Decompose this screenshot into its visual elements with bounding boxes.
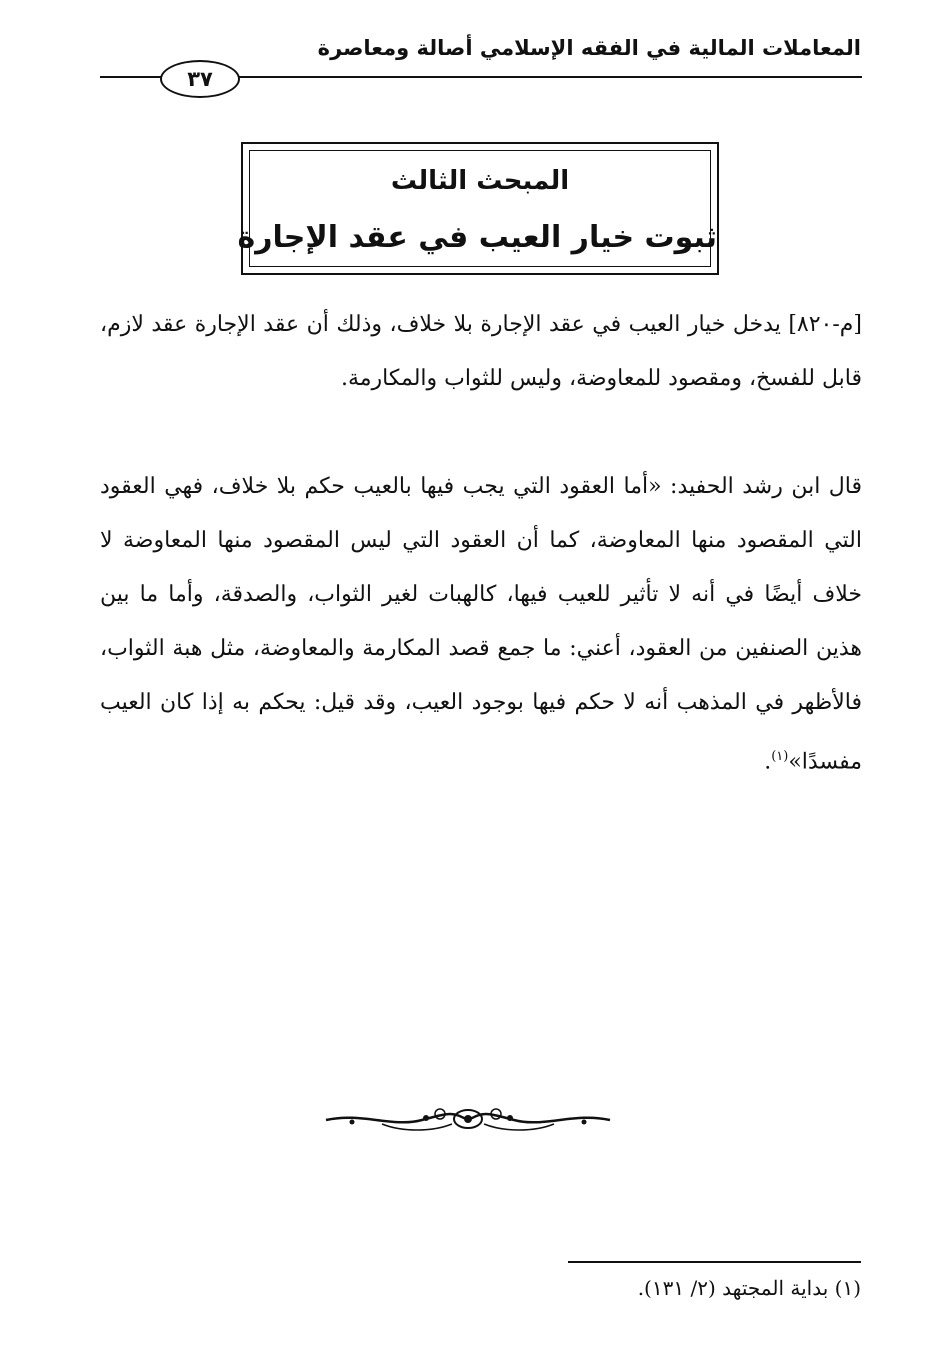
paragraph-2-end: .: [764, 749, 772, 775]
paragraph-2: [100, 460, 862, 789]
running-header-title: المعاملات المالية في الفقه الإسلامي أصالة ومعاصرة: [317, 36, 861, 60]
footnote: (١) بداية المجتهد (٢/ ١٣١).: [637, 1276, 861, 1300]
section-heading-frame: [237, 142, 719, 275]
section-heading-subtitle: ثبوت خيار العيب في عقد الإجارة: [237, 220, 717, 255]
paragraph-2-text: قال ابن رشد الحفيد: «أما العقود التي يجب فيها بالعيب حكم بلا خلاف، فهي العقود التي المقصود منها المعاوضة، كما أن العقود التي ليس المقصود منها المعاوضة لا خلاف أيضًا في أنه لا تأثير للعيب فيها، كالهبات لغير الثواب، والصدقة، وأما ما بين هذين الصنفين من العقود، أعني: ما جمع قصد المكارمة والمعاوضة، مثل هبة الثواب، فالأظهر في المذهب أنه لا حكم فيها بوجود العيب، وقد قيل: يحكم به إذا كان العيب مفسدًا»: [100, 474, 862, 775]
paragraph-1: [م-٨٢٠] يدخل خيار العيب في عقد الإجارة بلا خلاف، وذلك أن عقد الإجارة عقد لازم، قابل للفسخ، ومقصود للمعاوضة، وليس للثواب والمكارمة.: [100, 312, 862, 391]
section-heading-title: المبحث الثالث: [390, 166, 570, 196]
page-number: ٣٧: [160, 60, 240, 98]
footnote-rule: [568, 1261, 861, 1263]
footnote-marker[interactable]: (١): [771, 749, 789, 764]
section-end-ornament: [322, 1102, 614, 1136]
